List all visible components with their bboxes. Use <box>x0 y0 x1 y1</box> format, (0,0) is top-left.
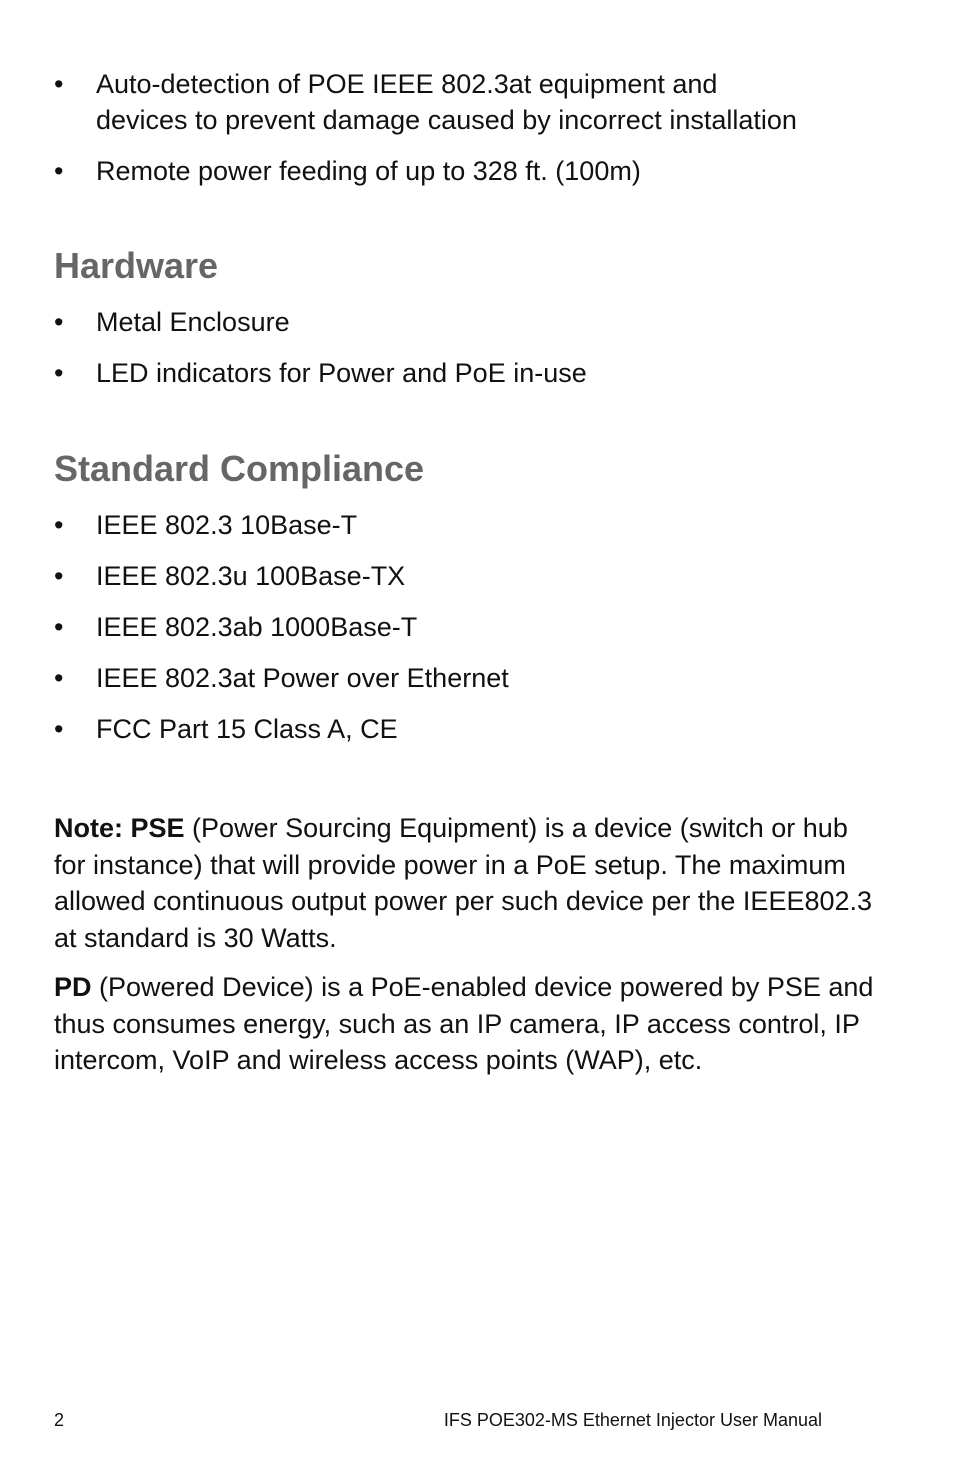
list-item-line: devices to prevent damage caused by incorrect installation <box>96 105 797 135</box>
list-item-text: IEEE 802.3 10Base-T <box>96 510 358 540</box>
list-item-text: IEEE 802.3at Power over Ethernet <box>96 663 509 693</box>
note-text: (Power Sourcing Equipment) is a device (switch or hub for instance) that will provide power in a PoE setup. The maximum allowed continuous output power per such device per the IEEE802.3 at standard is 30 Watts. <box>54 813 873 953</box>
feature-list <box>54 66 874 204</box>
list-item-text: Remote power feeding of up to 328 ft. (100m) <box>96 156 641 186</box>
list-item <box>54 609 874 645</box>
bullet-icon: • <box>54 663 64 693</box>
pd-text: (Powered Device) is a PoE-enabled device powered by PSE and thus consumes energy, such as an IP camera, IP access control, IP intercom, VoIP and wireless access points (WAP), etc. <box>54 972 874 1075</box>
list-item <box>54 66 874 138</box>
hardware-heading: Hardware <box>54 245 219 286</box>
pd-term: PD <box>54 972 92 1002</box>
list-item <box>54 304 874 340</box>
bullet-icon: • <box>54 358 64 388</box>
page-number: 2 <box>54 1410 65 1430</box>
list-item <box>54 711 874 747</box>
list-item-line: Auto-detection of POE IEEE 802.3at equipment and <box>96 69 718 99</box>
list-item <box>54 660 874 696</box>
bullet-icon: • <box>54 714 64 744</box>
note-term: PSE <box>130 813 185 843</box>
bullet-icon: • <box>54 69 64 99</box>
bullet-icon: • <box>54 510 64 540</box>
note-paragraph <box>54 810 874 956</box>
list-item <box>54 507 874 543</box>
list-item <box>54 558 874 594</box>
list-item-text: LED indicators for Power and PoE in-use <box>96 358 587 388</box>
list-item <box>54 153 874 189</box>
bullet-icon: • <box>54 307 64 337</box>
compliance-list <box>54 507 874 762</box>
note-label: Note: <box>54 813 123 843</box>
list-item <box>54 355 874 391</box>
list-item-text: IEEE 802.3ab 1000Base-T <box>96 612 418 642</box>
bullet-icon: • <box>54 561 64 591</box>
list-item-text: FCC Part 15 Class A, CE <box>96 714 398 744</box>
footer-title: IFS POE302-MS Ethernet Injector User Manual <box>443 1410 822 1430</box>
bullet-icon: • <box>54 156 64 186</box>
pd-paragraph <box>54 969 874 1079</box>
list-item-text: IEEE 802.3u 100Base-TX <box>96 561 406 591</box>
hardware-list <box>54 304 874 406</box>
compliance-heading: Standard Compliance <box>54 448 425 489</box>
bullet-icon: • <box>54 612 64 642</box>
list-item-text: Metal Enclosure <box>96 307 290 337</box>
